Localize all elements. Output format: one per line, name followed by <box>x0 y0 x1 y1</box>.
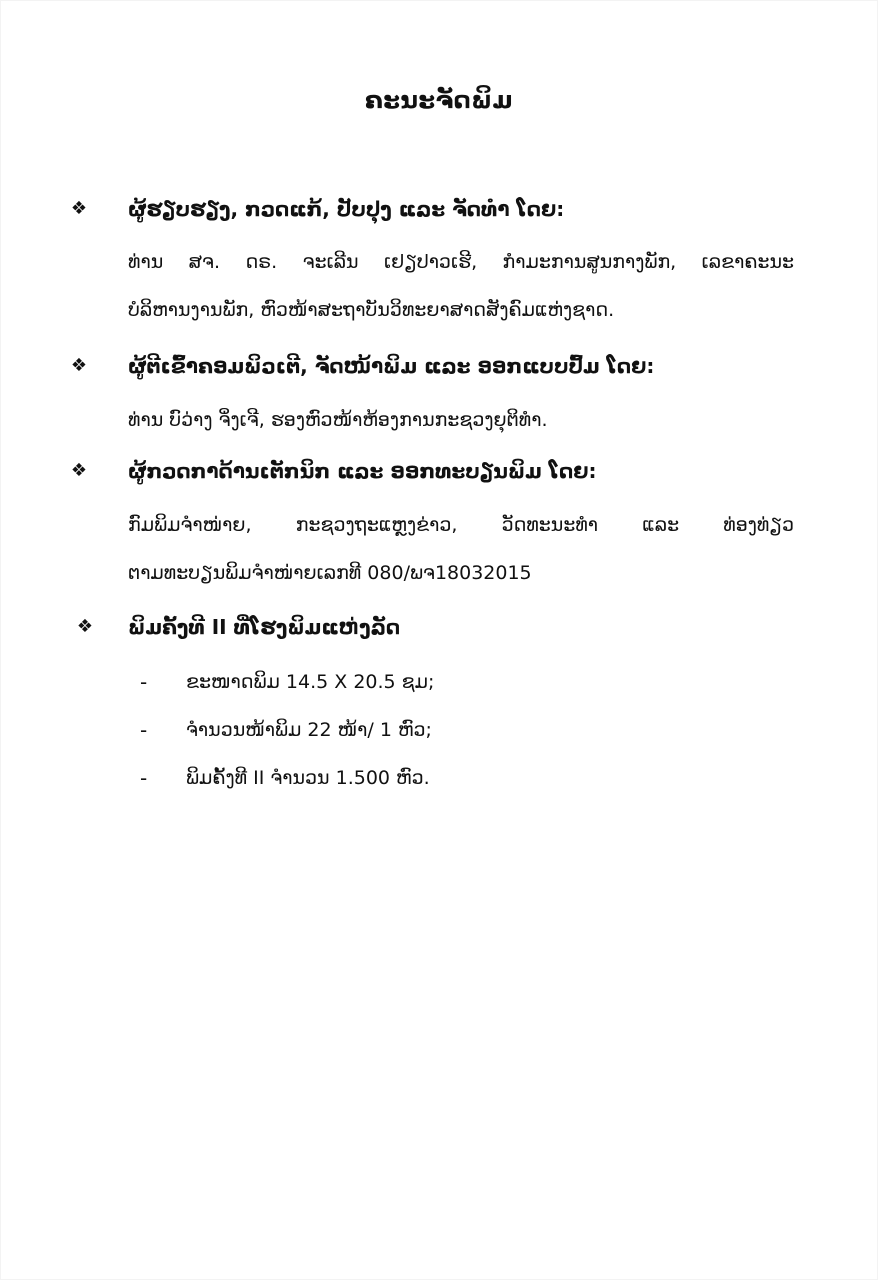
list-item: ຈຳນວນໜ້າພິມ 22 ໜ້າ/ 1 ຫົວ; <box>186 719 432 741</box>
diamond-bullet-icon: ❖ <box>76 616 94 637</box>
diamond-bullet-icon: ❖ <box>70 355 88 376</box>
list-item: ຂະໜາດພິມ 14.5 X 20.5 ຊມ; <box>186 671 435 693</box>
diamond-bullet-icon: ❖ <box>70 460 88 481</box>
list-item: ພິມຄັ້ງທີ II ຈຳນວນ 1.500 ຫົວ. <box>186 767 430 789</box>
body-line: ທ່ານ ບົວ່າງ ຈິ່ງເຈີ, ຮອງຫົວໜ້າຫ້ອງການກະຊວງຍຸຕິທຳ. <box>128 409 548 431</box>
list-dash: - <box>140 718 148 742</box>
section-heading: ພິມຄັ້ງທີ II ທີ່ໂຮງພິມແຫ່ງລັດ <box>128 615 401 639</box>
list-dash: - <box>140 670 148 694</box>
diamond-bullet-icon: ❖ <box>70 198 88 219</box>
list-dash: - <box>140 766 148 790</box>
body-line: ບໍລິຫານງານພັກ, ຫົວໜ້າສະຖາບັນວິທະຍາສາດສັງຄົມແຫ່ງຊາດ. <box>128 299 615 321</box>
section-heading: ຜູ້ຮຽບຮຽງ, ກວດແກ້, ປັບປຸງ ແລະ ຈັດທຳ ໂດຍ: <box>128 197 565 221</box>
body-line: ທ່ານ ສຈ. ດຣ. ຈະເລີນ ເຢຽປາວເຮີ, ກຳມະການສູນກາງພັກ, ເລຂາຄະນະ <box>128 251 794 273</box>
body-line: ກົມພິມຈຳໜ່າຍ, ກະຊວງຖະແຫຼງຂ່າວ, ວັດທະນະທຳ ແລະ ທ່ອງທ່ຽວ <box>128 514 794 536</box>
section-heading: ຜູ້ກວດກາດ້ານເຕັກນິກ ແລະ ອອກທະບຽນພິມ ໂດຍ: <box>128 459 597 483</box>
body-line: ຕາມທະບຽນພິມຈຳໜ່າຍເລກທີ 080/ພຈ18032015 <box>128 562 532 584</box>
page-title: ຄະນະຈັດພິມ <box>364 86 514 114</box>
section-heading: ຜູ້ຕີເຂົ້າຄອມພິວເຕີ, ຈັດໜ້າພິມ ແລະ ອອກແບບປົ້ມ ໂດຍ: <box>128 354 655 378</box>
